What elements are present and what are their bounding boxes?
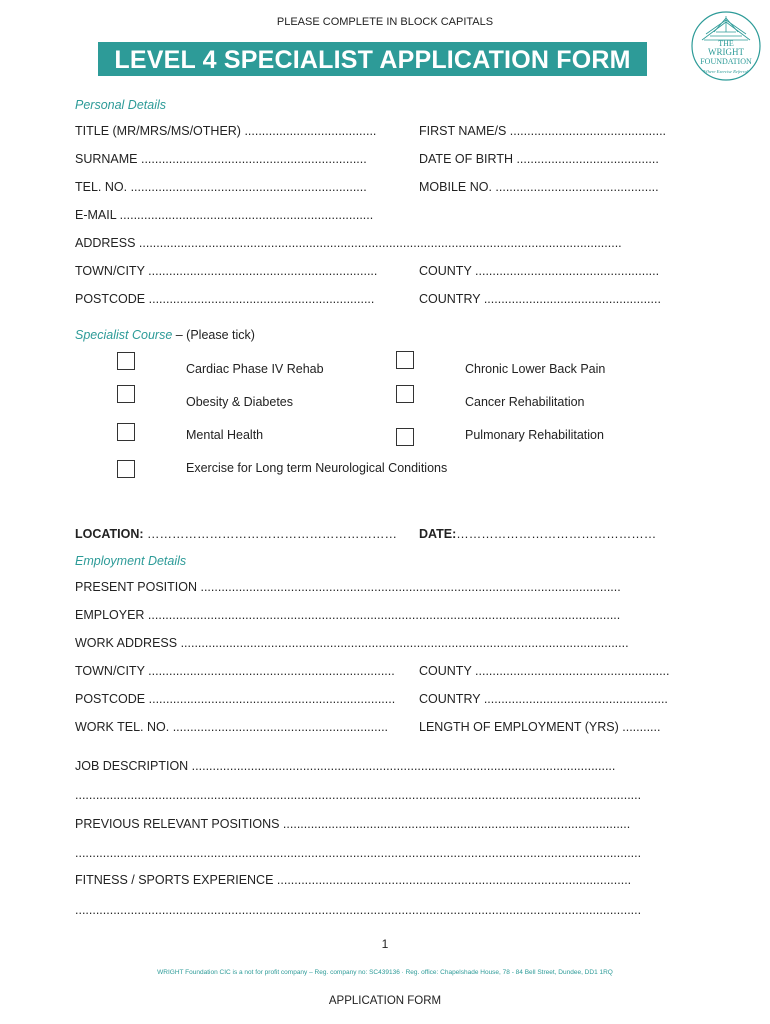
work-county-field[interactable]: COUNTY ........................................................ (419, 664, 670, 678)
specialist-course-note: – (Please tick) (172, 328, 255, 342)
work-town-field[interactable]: TOWN/CITY ....................................................................... (75, 664, 395, 678)
job-description-field[interactable]: JOB DESCRIPTION .......................................................................................................................... (75, 759, 616, 773)
page-number: 1 (381, 937, 389, 951)
specialist-course-label: Specialist Course (75, 328, 173, 342)
form-title-banner (98, 42, 647, 76)
employment-details-heading: Employment Details (75, 554, 187, 568)
date-field[interactable] (419, 527, 656, 541)
logo-line2: WRIGHT (708, 47, 744, 57)
personal-details-heading: Personal Details (75, 98, 167, 112)
logo-line1: THE (718, 39, 734, 48)
address-field[interactable]: ADDRESS ........................................................................................................................................... (75, 236, 622, 250)
checkbox-obesity[interactable] (117, 385, 135, 403)
work-tel-field[interactable]: WORK TEL. NO. .............................................................. (75, 720, 389, 734)
option-lower-back: Chronic Lower Back Pain (465, 362, 606, 376)
county-field[interactable]: COUNTY ..................................................... (419, 264, 660, 278)
first-name-field[interactable]: FIRST NAME/S ............................................. (419, 124, 667, 138)
employer-field[interactable]: EMPLOYER ........................................................................................................................................ (75, 608, 621, 622)
length-of-employment-field[interactable]: LENGTH OF EMPLOYMENT (YRS) ........... (419, 720, 661, 734)
job-description-line2[interactable]: ................................................................................................................................................................... (75, 788, 642, 802)
postcode-field[interactable]: POSTCODE ................................................................. (75, 292, 375, 306)
checkbox-pulmonary[interactable] (396, 428, 414, 446)
logo-tagline: "Where Exercise Referral" (702, 69, 750, 74)
legal-footer: WRIGHT Foundation CIC is a not for profit company – Reg. company no: SC439136 · Reg. office: Chapelshade House, 78 - 84 Bell Street, Dundee, DD1 1RQ (157, 969, 613, 976)
surname-field[interactable]: SURNAME ................................................................. (75, 152, 367, 166)
fitness-experience-line2[interactable]: ................................................................................................................................................................... (75, 903, 642, 917)
foundation-logo (690, 10, 762, 82)
option-obesity: Obesity & Diabetes (186, 395, 293, 409)
date-label: DATE: (419, 527, 457, 541)
tel-field[interactable]: TEL. NO. .................................................................... (75, 180, 367, 194)
work-address-field[interactable]: WORK ADDRESS ................................................................................................................................. (75, 636, 629, 650)
logo-line3: FOUNDATION (700, 57, 752, 66)
instruction-note: PLEASE COMPLETE IN BLOCK CAPITALS (276, 16, 494, 28)
form-title: LEVEL 4 SPECIALIST APPLICATION FORM (114, 46, 631, 74)
option-cancer: Cancer Rehabilitation (465, 395, 585, 409)
country-field[interactable]: COUNTRY ................................................... (419, 292, 661, 306)
footer-label: APPLICATION FORM (328, 995, 442, 1007)
title-field[interactable]: TITLE (MR/MRS/MS/OTHER) ...................................... (75, 124, 377, 138)
fitness-experience-field[interactable]: FITNESS / SPORTS EXPERIENCE ...................................................................................................... (75, 873, 632, 887)
email-field[interactable]: E-MAIL ......................................................................... (75, 208, 374, 222)
date-dots: ………………………………………… (456, 527, 657, 541)
work-postcode-field[interactable]: POSTCODE ....................................................................... (75, 692, 396, 706)
checkbox-lower-back[interactable] (396, 351, 414, 369)
option-neurological: Exercise for Long term Neurological Conditions (186, 461, 448, 475)
previous-positions-field[interactable]: PREVIOUS RELEVANT POSITIONS .................................................................................................... (75, 817, 631, 831)
option-cardiac: Cardiac Phase IV Rehab (186, 362, 324, 376)
option-mental-health: Mental Health (186, 428, 264, 442)
town-field[interactable]: TOWN/CITY .................................................................. (75, 264, 378, 278)
option-pulmonary: Pulmonary Rehabilitation (465, 428, 604, 442)
location-dots: …………………………………………………… (143, 527, 397, 541)
date-of-birth-field[interactable]: DATE OF BIRTH ......................................... (419, 152, 659, 166)
checkbox-mental-health[interactable] (117, 423, 135, 441)
present-position-field[interactable]: PRESENT POSITION ......................................................................................................................... (75, 580, 621, 594)
location-label: LOCATION: (75, 527, 144, 541)
previous-positions-line2[interactable]: ................................................................................................................................................................... (75, 846, 642, 860)
checkbox-neurological[interactable] (117, 460, 135, 478)
mobile-field[interactable]: MOBILE NO. ............................................... (419, 180, 659, 194)
checkbox-cancer[interactable] (396, 385, 414, 403)
work-country-field[interactable]: COUNTRY ..................................................... (419, 692, 668, 706)
checkbox-cardiac[interactable] (117, 352, 135, 370)
location-field[interactable] (75, 527, 397, 541)
specialist-course-heading (75, 328, 255, 342)
